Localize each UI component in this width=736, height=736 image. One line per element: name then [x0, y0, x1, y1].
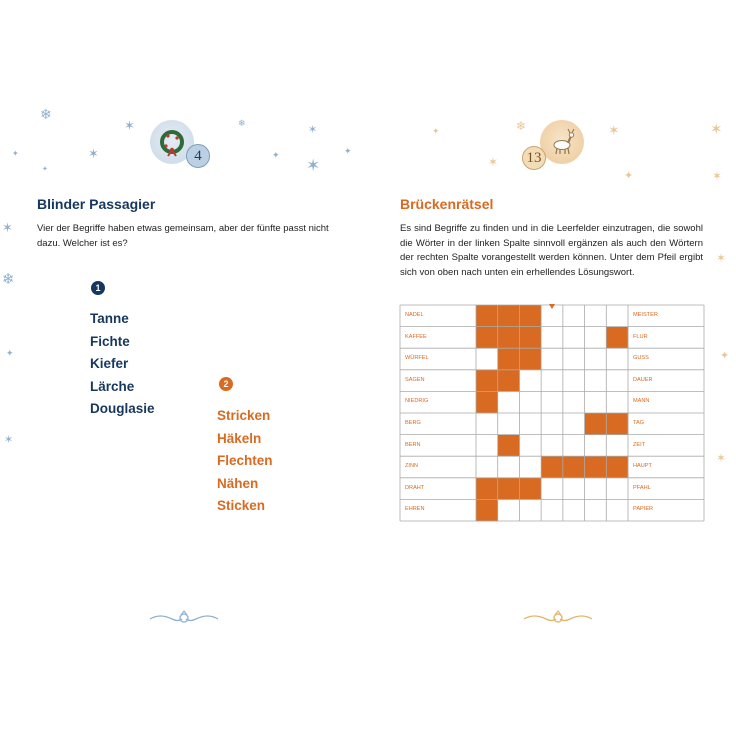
- star-icon: ✶: [88, 147, 99, 162]
- star-icon: ✶: [716, 251, 727, 265]
- filled-cell: [519, 327, 541, 349]
- filled-cell: [498, 327, 520, 349]
- right-word-label: ZEIT: [633, 441, 646, 448]
- group-number-badge: 2: [219, 377, 233, 391]
- list-item: Fichte: [90, 333, 130, 349]
- day-badge: [150, 120, 202, 164]
- right-word-label: TAG: [633, 420, 645, 426]
- list-item: Lärche: [90, 378, 135, 394]
- right-word-label: FLUR: [633, 333, 648, 340]
- day-number: 13: [522, 146, 546, 170]
- star-icon: ✶: [710, 120, 723, 138]
- ornament-icon: [522, 610, 594, 626]
- filled-cell: [498, 348, 520, 370]
- right-word-label: MEISTER: [633, 312, 658, 318]
- list-item: Häkeln: [217, 430, 262, 446]
- filled-cell: [606, 327, 628, 349]
- right-word-label: DAUER: [633, 376, 653, 383]
- left-word-label: BERG: [405, 420, 421, 426]
- star-icon: ✶: [712, 169, 723, 183]
- left-word-label: DRAHT: [405, 484, 425, 491]
- left-word-label: BERN: [405, 441, 421, 448]
- right-page: [368, 0, 736, 736]
- star-icon: ✶: [608, 123, 620, 139]
- left-word-label: KAFFEE: [405, 333, 427, 340]
- list-item: Tanne: [90, 311, 129, 326]
- list-item: Flechten: [217, 453, 273, 469]
- star-icon: ✦: [272, 151, 280, 161]
- list-item: Stricken: [217, 408, 271, 423]
- word-list-group-1: [90, 308, 155, 421]
- right-word-label: PAPIER: [633, 506, 654, 513]
- star-icon: ✶: [2, 221, 13, 236]
- star-icon: ✦: [432, 127, 440, 137]
- filled-cell: [498, 305, 520, 327]
- filled-cell: [498, 478, 520, 500]
- page-title: Blinder Passagier: [37, 196, 156, 212]
- left-word-label: ZINN: [405, 463, 419, 470]
- group-number-badge: 1: [91, 281, 105, 295]
- star-icon: ✦: [624, 169, 634, 182]
- left-word-label: WÜRFEL: [405, 355, 429, 362]
- star-icon: ✶: [4, 433, 14, 446]
- right-word-label: PFAHL: [633, 484, 651, 491]
- word-list-group-2: [217, 405, 273, 518]
- filled-cell: [606, 456, 628, 478]
- star-icon: ✦: [42, 165, 48, 173]
- filled-cell: [498, 435, 520, 457]
- day-badge: [526, 120, 584, 166]
- filled-cell: [541, 456, 563, 478]
- left-word-label: NADEL: [405, 312, 424, 318]
- star-icon: ✶: [308, 123, 318, 136]
- filled-cell: [563, 456, 585, 478]
- star-icon: ✶: [488, 155, 499, 169]
- star-icon: ✶: [716, 451, 727, 465]
- filled-cell: [519, 478, 541, 500]
- deer-icon: [546, 126, 578, 158]
- arrow-down-icon: [549, 304, 555, 309]
- list-item: Sticken: [217, 498, 266, 514]
- list-item: Kiefer: [90, 356, 129, 372]
- right-word-label: GUSS: [633, 355, 649, 362]
- filled-cell: [585, 413, 607, 435]
- star-icon: ✶: [306, 156, 321, 176]
- star-icon: ✦: [12, 149, 19, 158]
- star-icon: ✦: [344, 147, 352, 157]
- right-word-label: MANN: [633, 398, 650, 405]
- snowflake-icon: ❄: [40, 107, 52, 123]
- star-icon: ✶: [124, 119, 135, 134]
- filled-cell: [585, 456, 607, 478]
- puzzle-grid-lines: [400, 302, 704, 521]
- star-icon: ✦: [720, 349, 730, 362]
- instruction-text: Es sind Begriffe zu finden und in die Leerfelder einzutragen, die sowohl die Wörter in der linken Spalte sinnvoll ergänzen als auch den Wörtern der rechten Spalte vorangestellt werden können. Unter dem Pfeil ergibt sich von oben nach unten ein erhellendes Lösungswort.: [400, 223, 703, 278]
- filled-cell: [476, 391, 498, 413]
- left-word-label: EHREN: [405, 506, 425, 513]
- filled-cell: [498, 370, 520, 392]
- star-icon: ✦: [6, 349, 14, 359]
- filled-cell: [606, 413, 628, 435]
- instruction-text: Vier der Begriffe haben etwas gemeinsam, aber der fünfte passt nicht dazu. Welcher ist es?: [37, 223, 329, 249]
- list-item: Nähen: [217, 475, 259, 491]
- filled-cell: [476, 370, 498, 392]
- snowflake-icon: ❄: [2, 270, 15, 288]
- right-word-label: HAUPT: [633, 463, 652, 470]
- filled-cell: [476, 327, 498, 349]
- bridge-puzzle-grid: [400, 302, 704, 521]
- filled-cell: [476, 305, 498, 327]
- snowflake-icon: ❄: [516, 119, 527, 133]
- day-number: 4: [186, 144, 210, 168]
- page-title: Brückenrätsel: [400, 196, 494, 212]
- filled-cell: [476, 499, 498, 521]
- left-word-label: SAGEN: [405, 376, 425, 383]
- snowflake-icon: ❄: [238, 119, 246, 129]
- left-word-label: NIEDRIG: [405, 398, 429, 405]
- christmas-wreath-icon: [156, 126, 188, 158]
- filled-cell: [519, 305, 541, 327]
- list-item: Douglasie: [90, 401, 155, 417]
- ornament-icon: [148, 610, 220, 626]
- filled-cell: [476, 478, 498, 500]
- filled-cell: [519, 348, 541, 370]
